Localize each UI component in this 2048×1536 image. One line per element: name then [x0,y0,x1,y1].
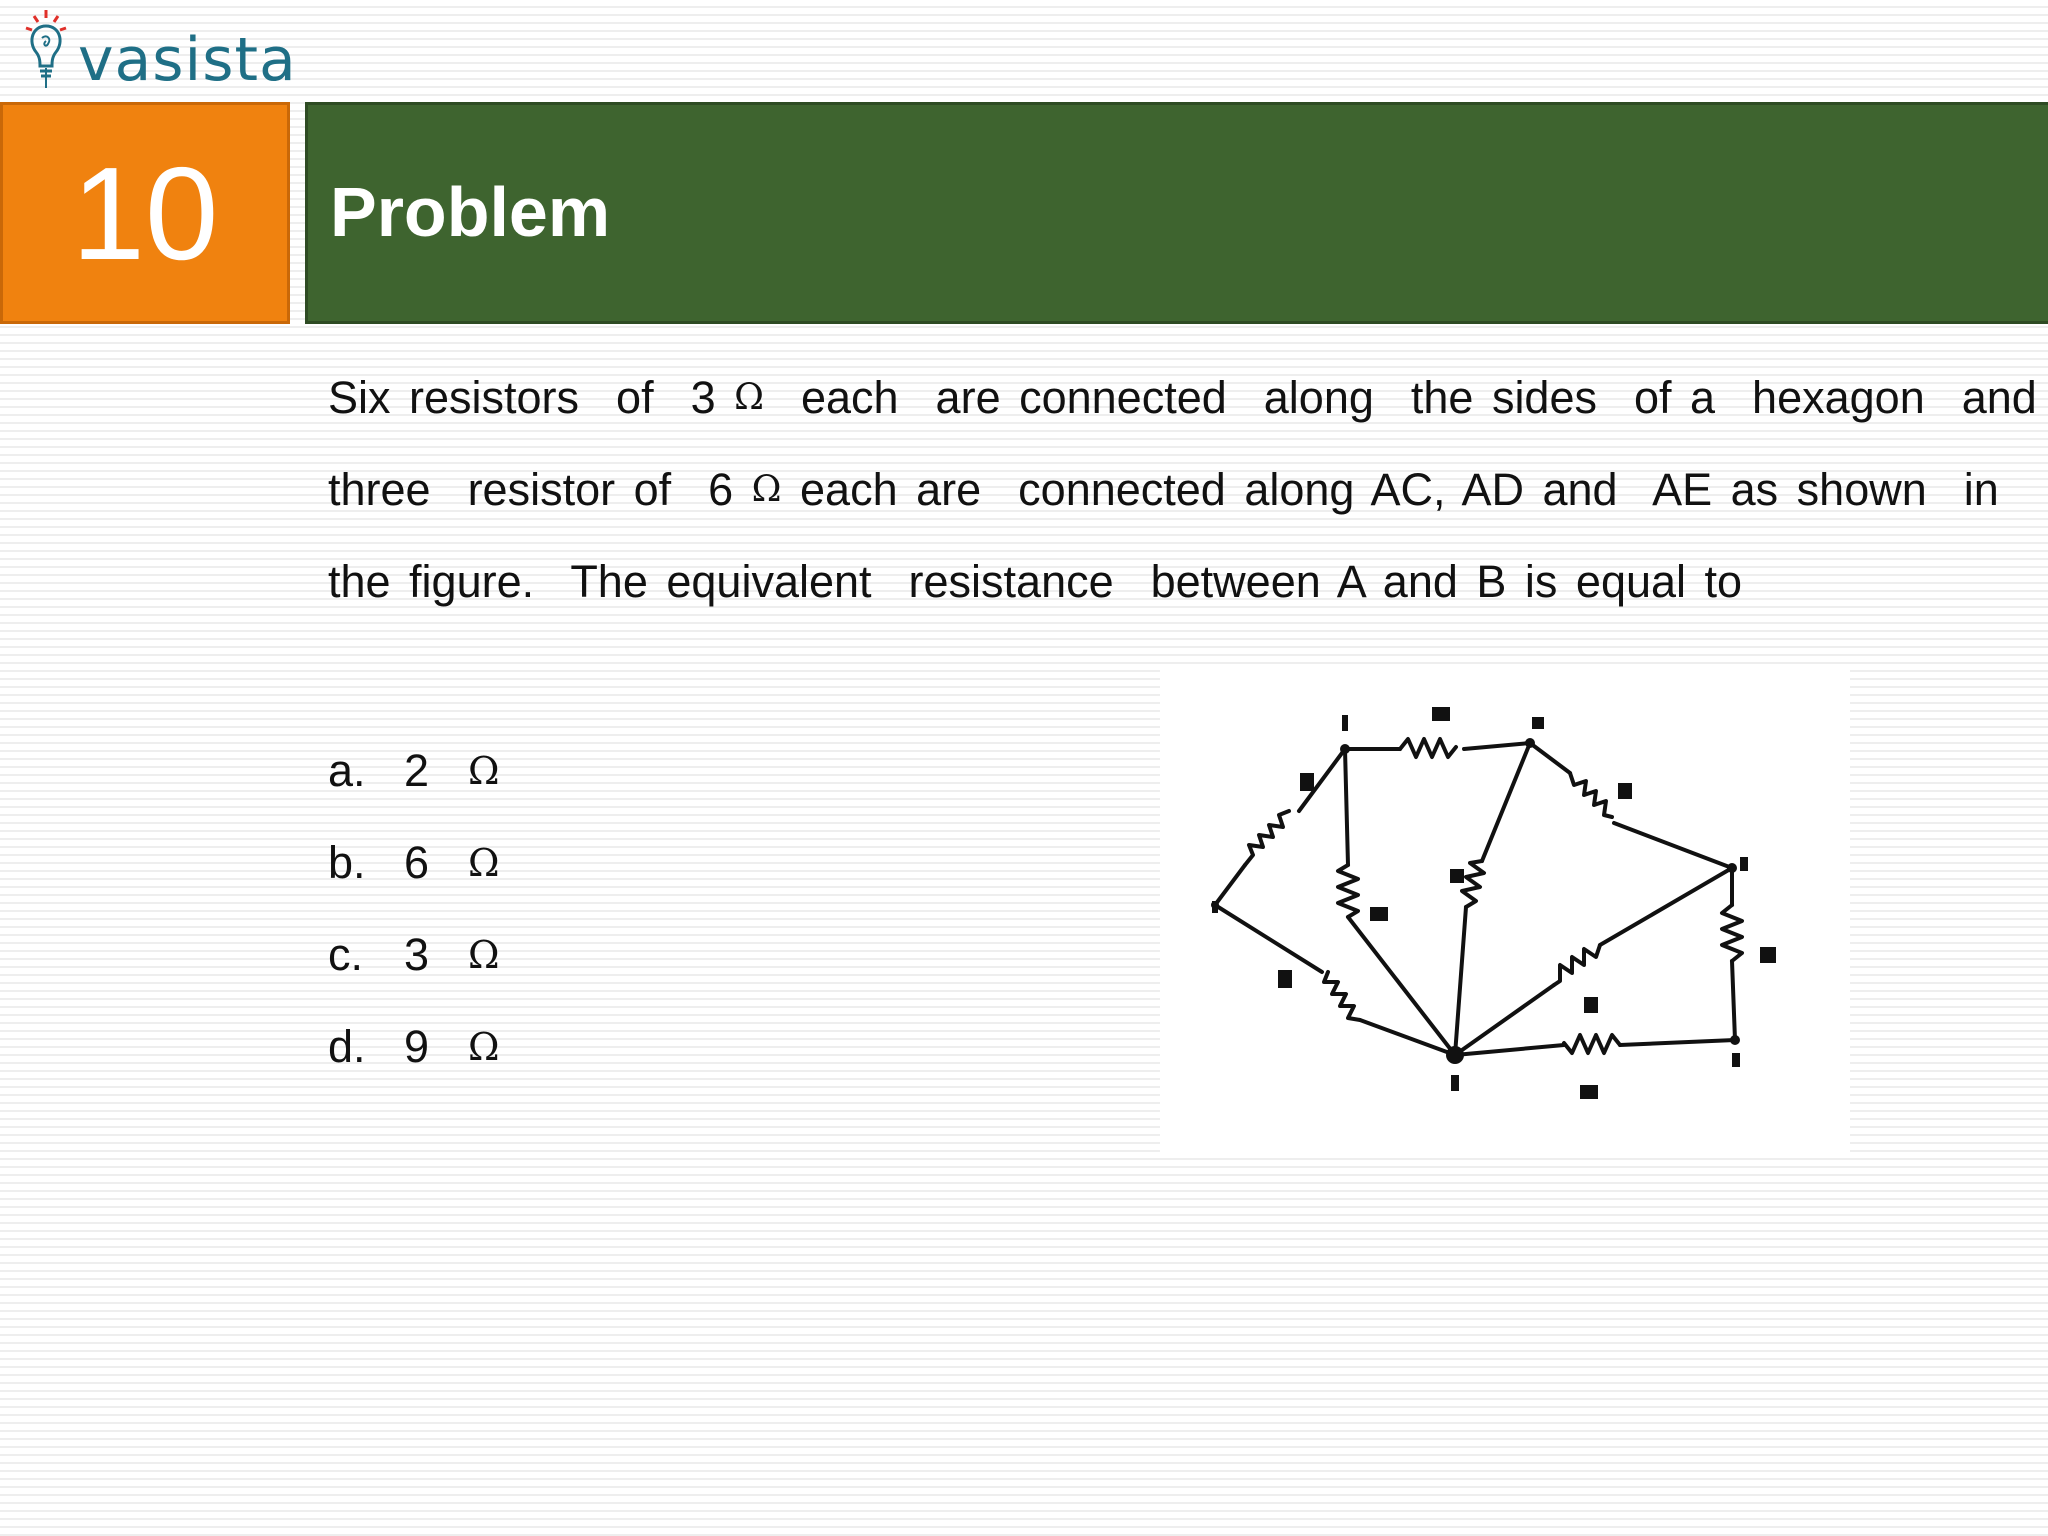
node-mark [1342,715,1348,731]
brand-name: vasista [78,25,297,95]
wire [1455,985,1554,1055]
node-mark [1532,717,1544,729]
resistor [1554,945,1600,985]
answer-options [328,725,500,1093]
wire [1620,1040,1735,1045]
question-line: the figure. The equivalent resistance between A and B is equal to [328,556,1743,607]
wire [1464,743,1530,749]
label-smudge [1618,783,1632,799]
label-smudge [1278,970,1292,988]
label-smudge [1584,997,1598,1013]
option-b[interactable]: b. 6 Ω [328,837,500,888]
slide-number: 10 [71,139,219,287]
resistor [1564,1035,1620,1053]
label-smudge [1370,907,1388,921]
node-mark [1732,1053,1740,1067]
option-c[interactable]: c. 3 Ω [328,929,500,980]
title-bar [305,102,2048,324]
resistor [1462,861,1484,907]
circuit-figure [1160,665,1850,1153]
resistor [1324,972,1360,1020]
resistor [1722,905,1742,961]
resistor [1338,865,1358,917]
question-line: three resistor of 6 Ω each are connected along AC, AD and AE as shown in [328,464,1999,515]
wire [1732,961,1735,1040]
label-smudge [1580,1085,1598,1099]
lightbulb-icon [20,8,80,98]
wire [1600,868,1732,945]
wire [1482,743,1530,861]
wire [1455,1045,1564,1055]
label-smudge [1432,707,1450,721]
resistor [1570,773,1612,817]
option-d[interactable]: d. 9 Ω [328,1021,500,1072]
node [1446,1046,1464,1064]
wire [1455,907,1466,1055]
wire [1215,865,1245,905]
node [1727,863,1737,873]
wire [1530,743,1570,773]
node-mark [1740,857,1748,871]
label-smudge [1450,869,1464,883]
node [1340,744,1350,754]
label-smudge [1300,773,1314,791]
node-mark [1212,901,1218,913]
wire [1345,749,1348,865]
option-a[interactable]: a. 2 Ω [328,745,500,796]
slide-title: Problem [330,173,611,251]
wire [1215,905,1322,972]
wire [1614,823,1732,868]
ohm-symbol: Ω [751,469,782,510]
brand-logo [20,8,297,100]
slide-number-box [0,102,290,324]
resistor [1245,811,1289,865]
node-mark [1451,1075,1459,1091]
node [1730,1035,1740,1045]
label-smudge [1760,947,1776,963]
question-line: Six resistors of 3 Ω each are connected along the sides of a hexagon and [328,372,2037,423]
ohm-symbol: Ω [734,377,764,418]
node [1525,738,1535,748]
resistor-hexagon-diagram [1160,665,1850,1153]
resistor [1400,739,1456,757]
question-text [328,352,2037,628]
